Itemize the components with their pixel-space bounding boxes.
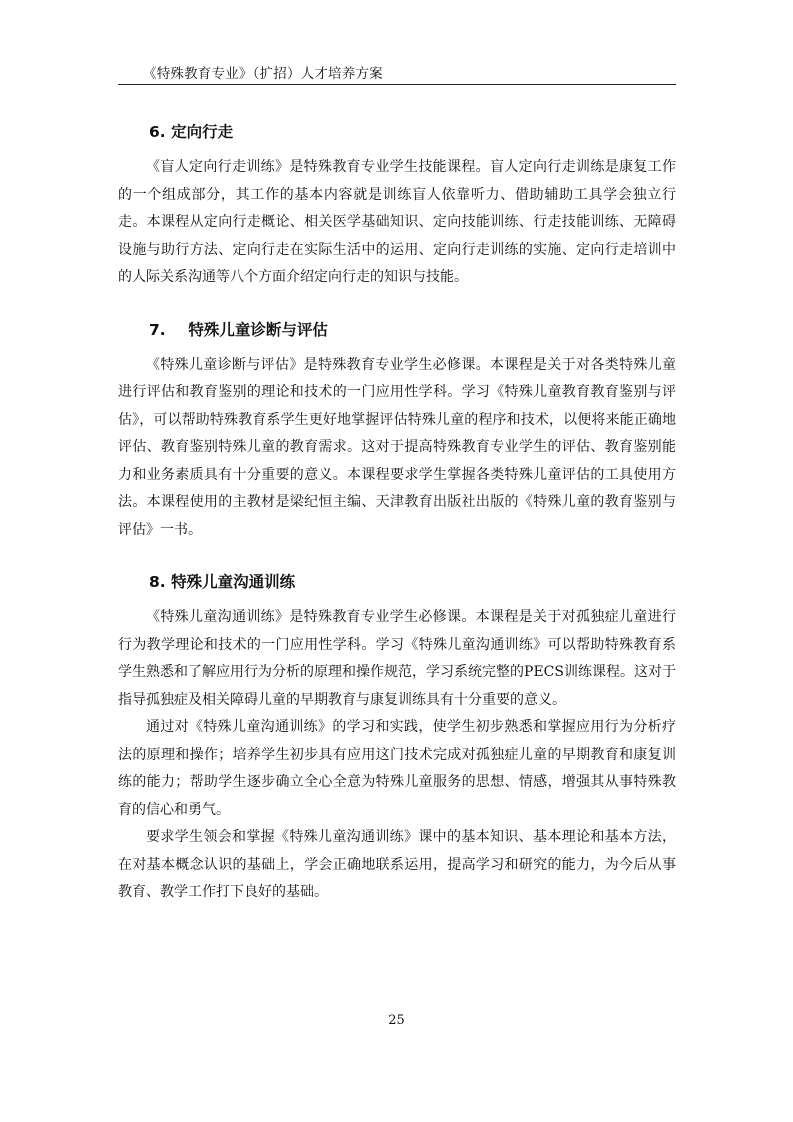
document-body: [118, 120, 676, 933]
paragraph: 《特殊儿童沟通训练》是特殊教育专业学生必修课。本课程是关于对孤独症儿童进行行为教学理论和技术的一门应用性学科。学习《特殊儿童沟通训练》可以帮助特殊教育系学生熟悉和了解应用行为分析的原理和操作规范，学习系统完整的PECS训练课程。这对于指导孤独症及相关障碍儿童的早期教育与康复训练具有十分重要的意义。: [118, 609, 676, 708]
header-divider: [118, 84, 676, 85]
section-communication-training: [118, 570, 676, 907]
section-number: 7.: [149, 320, 166, 339]
section-title: 特殊儿童沟通训练: [171, 573, 296, 591]
page-number: 25: [388, 1013, 405, 1028]
section-number: 8.: [149, 573, 166, 591]
section-orientation-mobility: [118, 120, 676, 292]
paragraph: 通过对《特殊儿童沟通训练》的学习和实践，使学生初步熟悉和掌握应用行为分析疗法的原理和操作；培养学生初步具有应用这门技术完成对孤独症儿童的早期教育和康复训练的能力；帮助学生逐步确立全心全意为特殊儿童服务的思想、情感，增强其从事特殊教育的信心和勇气。: [118, 719, 676, 818]
section-title: 特殊儿童诊断与评估: [188, 320, 328, 339]
page-header-title: 《特殊教育专业》（扩招）人才培养方案: [143, 66, 383, 82]
section-title: 定向行走: [171, 123, 234, 141]
paragraph: 《盲人定向行走训练》是特殊教育专业学生技能课程。盲人定向行走训练是康复工作的一个组成部分，其工作的基本内容就是训练盲人依靠听力、借助辅助工具学会独立行走。本课程从定向行走概论、相关医学基础知识、定向技能训练、行走技能训练、无障碍设施与助行方法、定向行走在实际生活中的运用、定向行走训练的实施、定向行走培训中的人际关系沟通等八个方面介绍定向行走的知识与技能。: [118, 159, 676, 285]
section-heading: [149, 120, 676, 144]
section-heading: [149, 318, 676, 342]
section-diagnosis-assessment: [118, 318, 676, 545]
section-number: 6.: [149, 123, 166, 141]
section-heading: [149, 570, 676, 594]
paragraph: 要求学生领会和掌握《特殊儿童沟通训练》课中的基本知识、基本理论和基本方法，在对基本概念认识的基础上，学会正确地联系运用，提高学习和研究的能力，为今后从事教育、教学工作打下良好的基础。: [118, 829, 676, 900]
paragraph: 《特殊儿童诊断与评估》是特殊教育专业学生必修课。本课程是关于对各类特殊儿童进行评估和教育鉴别的理论和技术的一门应用性学科。学习《特殊儿童教育教育鉴别与评估》，可以帮助特殊教育系学生更好地掌握评估特殊儿童的程序和技术，以便将来能正确地评估、教育鉴别特殊儿童的教育需求。这对于提高特殊教育专业学生的评估、教育鉴别能力和业务素质具有十分重要的意义。本课程要求学生掌握各类特殊儿童评估的工具使用方法。本课程使用的主教材是梁纪恒主编、天津教育出版社出版的《特殊儿童的教育鉴别与评估》一书。: [118, 356, 676, 538]
